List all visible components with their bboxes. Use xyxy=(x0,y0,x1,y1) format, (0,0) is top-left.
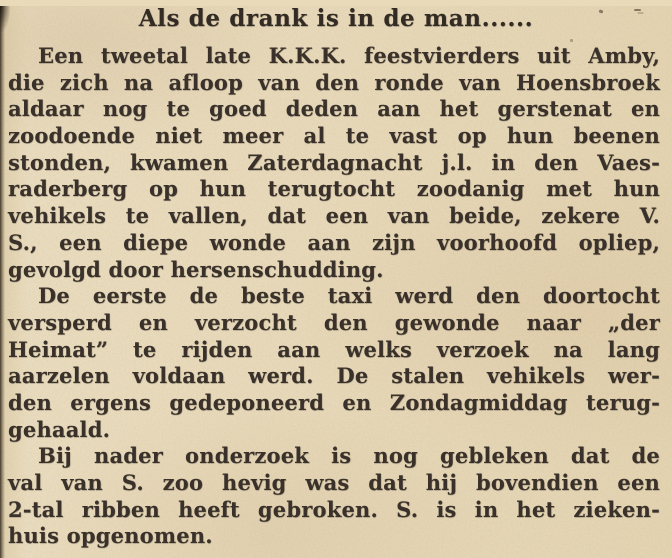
article-line: Bij nader onderzoek is nog gebleken dat de xyxy=(38,443,660,469)
article-line: gevolgd door hersenschudding. xyxy=(8,256,384,282)
article-body xyxy=(0,43,672,550)
article-line: gehaald. xyxy=(8,416,111,442)
article-line: aldaar nog te goed deden aan het gerstenat en xyxy=(8,96,660,122)
article-headline: Als de drank is in de man...... xyxy=(138,5,534,32)
article-line: die zich na afloop van den ronde van Hoensbroek xyxy=(8,69,660,95)
article-line: stonden, kwamen Zaterdagnacht j.l. in den Vaes- xyxy=(8,149,660,175)
article-line: 2-tal ribben heeft gebroken. S. is in het zieken- xyxy=(8,496,660,522)
article-line: De eerste de beste taxi werd den doortocht xyxy=(38,283,660,309)
newspaper-clipping xyxy=(0,6,672,558)
article-line: raderberg op hun terugtocht zoodanig met hun xyxy=(8,176,660,202)
article-line: Heimat” te rijden aan welks verzoek na lang xyxy=(8,336,660,362)
article-line: den ergens gedeponeerd en Zondagmiddag terug- xyxy=(8,389,660,415)
article-line: vehikels te vallen, dat een van beide, zekere V. xyxy=(8,203,660,229)
article-line: huis opgenomen. xyxy=(8,523,213,549)
ink-speck xyxy=(634,9,641,11)
article-line: Een tweetal late K.K.K. feestvierders uit Amby, xyxy=(38,43,660,68)
article-line: val van S. zoo hevig was dat hij bovendien een xyxy=(8,470,660,495)
article-line: versperd en verzocht den gewonde naar „der xyxy=(8,309,660,335)
article-line: aarzelen voldaan werd. De stalen vehikels wer- xyxy=(8,363,660,389)
ink-speck xyxy=(570,39,573,42)
article-line: zoodoende niet meer al te vast op hun beenen xyxy=(8,123,660,149)
article-line: S., een diepe wonde aan zijn voorhoofd opliep, xyxy=(8,229,660,255)
